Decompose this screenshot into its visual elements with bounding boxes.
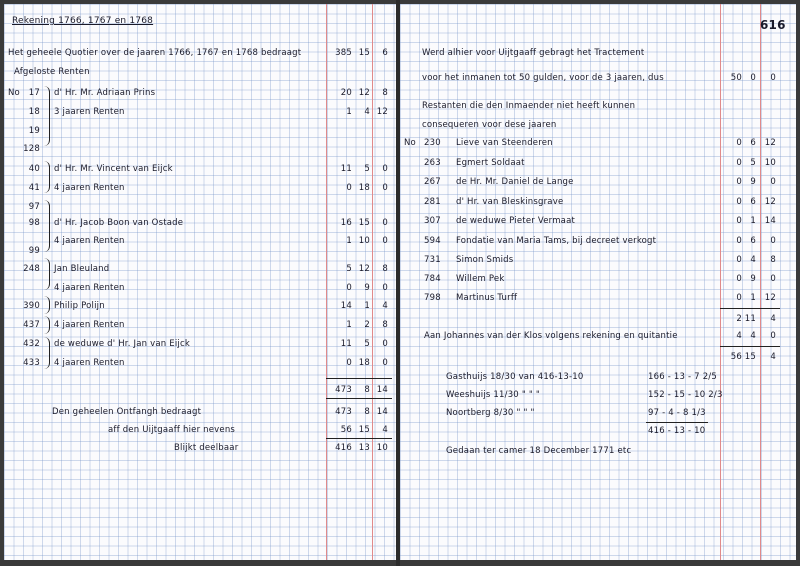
restanten-sum-penningen: 4 [770, 314, 776, 324]
klos-label: Aan Johannes van der Klos volgens rekening en quitantie [424, 331, 678, 341]
row-stuivers: 6 [750, 197, 756, 207]
row-number: 267 [424, 177, 441, 187]
row-description: Lieve van Steenderen [456, 138, 553, 148]
subtotal-gulden: 473 [335, 385, 352, 395]
red-margin-line [326, 4, 327, 560]
total-rule [720, 346, 780, 347]
row-gulden: 0 [736, 138, 742, 148]
row-stuivers: 1 [750, 293, 756, 303]
row-stuivers: 1 [750, 216, 756, 226]
row-gulden: 14 [340, 301, 352, 311]
row-stuivers: 5 [364, 164, 370, 174]
uitgaaf-label: aff den Uijtgaaff hier nevens [108, 425, 236, 435]
row-penningen: 0 [770, 236, 776, 246]
row-penningen: 0 [382, 339, 388, 349]
klos-gulden: 4 [736, 331, 742, 341]
row-penningen: 8 [382, 320, 388, 330]
row-description: d' Hr. van Bleskinsgrave [456, 197, 564, 207]
tractement-line-1: Werd alhier voor Uijtgaaff gebragt het Tractement [422, 48, 645, 58]
row-gulden: 0 [736, 158, 742, 168]
row-gulden: 5 [346, 264, 352, 274]
row-number: 97 [28, 202, 40, 212]
row-number: 99 [28, 246, 40, 256]
blijkt-stuivers: 13 [358, 443, 370, 453]
row-stuivers: 10 [358, 236, 370, 246]
uitgaaf-total-stuivers: 15 [744, 352, 756, 362]
row-penningen: 0 [382, 236, 388, 246]
tractement-line-2: voor het inmanen tot 50 gulden, voor de 3 jaaren, dus [422, 73, 664, 83]
row-gulden: 16 [340, 218, 352, 228]
right-page [400, 4, 796, 560]
restanten-sum-stuivers: 11 [744, 314, 756, 324]
row-stuivers: 4 [750, 255, 756, 265]
no-label: No [404, 138, 416, 148]
row-number: 40 [28, 164, 40, 174]
row-penningen: 4 [382, 301, 388, 311]
row-description: Fondatie van Maria Tams, bij decreet verkogt [456, 236, 657, 246]
row-description: d' Hr. Mr. Adriaan Prins [54, 88, 156, 98]
row-gulden: 0 [736, 216, 742, 226]
row-stuivers: 6 [750, 236, 756, 246]
row-stuivers: 1 [364, 301, 370, 311]
row-number: 390 [23, 301, 40, 311]
row-description: de weduwe Pieter Vermaat [456, 216, 576, 226]
subtotal-rule [720, 308, 780, 309]
row-description: d' Hr. Jacob Boon van Ostade [54, 218, 184, 228]
row-number: 432 [23, 339, 40, 349]
row-gulden: 11 [340, 339, 352, 349]
restanten-line-2: consequeren voor dese jaaren [422, 120, 557, 130]
row-description: Philip Polijn [54, 301, 105, 311]
row-number: 17 [28, 88, 40, 98]
row-brace [43, 200, 50, 252]
row-number: 307 [424, 216, 441, 226]
share-gasthuijs-value: 166 - 13 - 7 2/5 [648, 372, 717, 382]
afgeloste-heading: Afgeloste Renten [14, 67, 90, 77]
restanten-sum-gulden: 2 [736, 314, 742, 324]
row-gulden: 0 [346, 183, 352, 193]
row-stuivers: 12 [358, 88, 370, 98]
row-penningen: 8 [382, 264, 388, 274]
share-weeshuijs-label: Weeshuijs 11/30 " " " [446, 390, 540, 400]
ontfangh-stuivers: 8 [364, 407, 370, 417]
quotier-penningen: 6 [382, 48, 388, 58]
uitgaaf-penningen: 4 [382, 425, 388, 435]
row-number: 731 [424, 255, 441, 265]
row-number: 98 [28, 218, 40, 228]
row-stuivers: 9 [364, 283, 370, 293]
row-number: 248 [23, 264, 40, 274]
shares-total: 416 - 13 - 10 [648, 426, 706, 436]
row-description: 4 jaaren Renten [54, 183, 125, 193]
row-number: 437 [23, 320, 40, 330]
row-description: d' Hr. Mr. Vincent van Eijck [54, 164, 173, 174]
tractement-gulden: 50 [730, 73, 742, 83]
quotier-label: Het geheele Quotier over de jaaren 1766, 1767 en 1768 bedraagt [8, 48, 302, 58]
row-brace [43, 296, 50, 314]
row-description: Simon Smids [456, 255, 514, 265]
row-gulden: 20 [340, 88, 352, 98]
row-penningen: 8 [382, 88, 388, 98]
row-gulden: 0 [736, 274, 742, 284]
row-stuivers: 4 [364, 107, 370, 117]
row-penningen: 12 [764, 293, 776, 303]
row-penningen: 12 [376, 107, 388, 117]
row-number: 594 [424, 236, 441, 246]
row-penningen: 8 [770, 255, 776, 265]
row-number: 433 [23, 358, 40, 368]
row-penningen: 0 [382, 358, 388, 368]
share-weeshuijs-value: 152 - 15 - 10 2/3 [648, 390, 723, 400]
row-penningen: 0 [770, 274, 776, 284]
row-stuivers: 5 [750, 158, 756, 168]
share-noortberg-value: 97 - 4 - 8 1/3 [648, 408, 706, 418]
closing-line: Gedaan ter camer 18 December 1771 etc [446, 446, 632, 456]
ontfangh-penningen: 14 [376, 407, 388, 417]
row-penningen: 0 [382, 164, 388, 174]
row-penningen: 14 [764, 216, 776, 226]
blijkt-gulden: 416 [335, 443, 352, 453]
ontfangh-label: Den geheelen Ontfangh bedraagt [52, 407, 202, 417]
row-gulden: 1 [346, 236, 352, 246]
left-page [4, 4, 396, 560]
total-rule [326, 398, 392, 399]
red-margin-line [720, 4, 721, 560]
ledger-title: Rekening 1766, 1767 en 1768 [12, 16, 154, 26]
restanten-line-1: Restanten die den Inmaender niet heeft kunnen [422, 101, 636, 111]
row-description: Jan Bleuland [54, 264, 110, 274]
blijkt-penningen: 10 [376, 443, 388, 453]
page-number: 616 [760, 18, 786, 32]
share-gasthuijs-label: Gasthuijs 18/30 van 416-13-10 [446, 372, 584, 382]
row-gulden: 0 [736, 293, 742, 303]
uitgaaf-total-gulden: 56 [730, 352, 742, 362]
row-penningen: 0 [382, 218, 388, 228]
share-noortberg-label: Noortberg 8/30 " " " [446, 408, 535, 418]
row-penningen: 12 [764, 197, 776, 207]
row-description: de weduwe d' Hr. Jan van Eijck [54, 339, 190, 349]
row-stuivers: 9 [750, 274, 756, 284]
red-margin-line [372, 4, 373, 560]
row-number: 263 [424, 158, 441, 168]
uitgaaf-stuivers: 15 [358, 425, 370, 435]
row-description: 4 jaaren Renten [54, 320, 125, 330]
row-gulden: 11 [340, 164, 352, 174]
quotier-gulden: 385 [335, 48, 352, 58]
row-penningen: 10 [764, 158, 776, 168]
balance-rule [326, 438, 392, 439]
shares-rule [646, 422, 708, 423]
quotier-stuivers: 15 [358, 48, 370, 58]
row-brace [43, 316, 50, 334]
tractement-penningen: 0 [770, 73, 776, 83]
row-description: 4 jaaren Renten [54, 283, 125, 293]
row-description: Martinus Turff [456, 293, 518, 303]
klos-stuivers: 4 [750, 331, 756, 341]
row-stuivers: 2 [364, 320, 370, 330]
row-stuivers: 12 [358, 264, 370, 274]
row-gulden: 0 [736, 255, 742, 265]
row-number: 128 [23, 144, 40, 154]
subtotal-stuivers: 8 [364, 385, 370, 395]
row-description: Willem Pek [456, 274, 505, 284]
row-description: de Hr. Mr. Daniel de Lange [456, 177, 574, 187]
row-number: 798 [424, 293, 441, 303]
row-stuivers: 9 [750, 177, 756, 187]
row-gulden: 0 [736, 236, 742, 246]
blijkt-label: Blijkt deelbaar [174, 443, 239, 453]
row-number: 18 [28, 107, 40, 117]
row-number: 41 [28, 183, 40, 193]
row-penningen: 12 [764, 138, 776, 148]
row-description: Egmert Soldaat [456, 158, 525, 168]
row-stuivers: 18 [358, 183, 370, 193]
row-gulden: 0 [346, 358, 352, 368]
row-penningen: 0 [382, 183, 388, 193]
no-label: No [8, 88, 20, 98]
row-gulden: 0 [736, 177, 742, 187]
uitgaaf-total-penningen: 4 [770, 352, 776, 362]
ontfangh-gulden: 473 [335, 407, 352, 417]
row-gulden: 1 [346, 107, 352, 117]
row-number: 230 [424, 138, 441, 148]
row-description: 4 jaaren Renten [54, 236, 125, 246]
red-margin-line [760, 4, 761, 560]
row-stuivers: 5 [364, 339, 370, 349]
row-number: 784 [424, 274, 441, 284]
row-brace [43, 161, 50, 193]
row-penningen: 0 [770, 177, 776, 187]
row-description: 4 jaaren Renten [54, 358, 125, 368]
row-gulden: 0 [346, 283, 352, 293]
row-stuivers: 15 [358, 218, 370, 228]
row-gulden: 1 [346, 320, 352, 330]
subtotal-penningen: 14 [376, 385, 388, 395]
row-description: 3 jaaren Renten [54, 107, 125, 117]
total-rule [326, 378, 392, 379]
row-stuivers: 18 [358, 358, 370, 368]
row-brace [43, 258, 50, 290]
row-stuivers: 6 [750, 138, 756, 148]
row-brace [43, 86, 50, 146]
row-number: 19 [28, 126, 40, 136]
row-number: 281 [424, 197, 441, 207]
row-penningen: 0 [382, 283, 388, 293]
row-brace [43, 337, 50, 369]
klos-penningen: 0 [770, 331, 776, 341]
uitgaaf-gulden: 56 [340, 425, 352, 435]
row-gulden: 0 [736, 197, 742, 207]
tractement-stuivers: 0 [750, 73, 756, 83]
